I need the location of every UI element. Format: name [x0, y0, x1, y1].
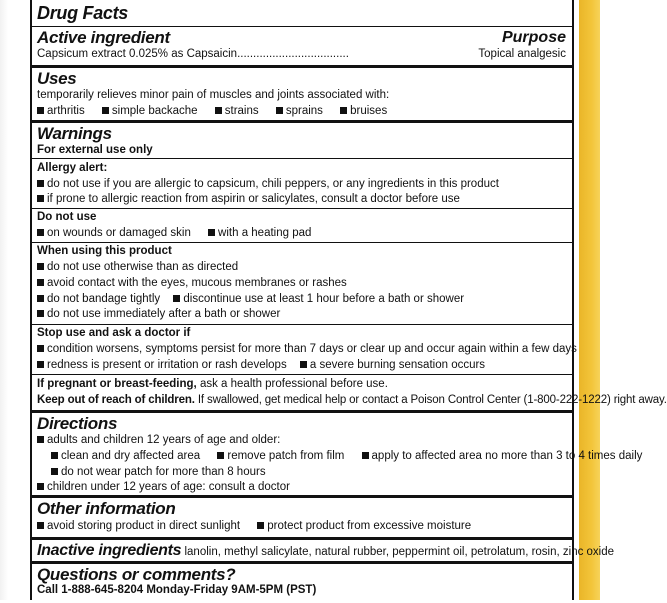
uses-item: arthritis: [47, 105, 85, 117]
questions-header: Questions or comments?: [37, 565, 236, 584]
active-ingredient-name: Capsicum extract 0.025% as Capsaicin: [37, 48, 238, 60]
directions-header: Directions: [37, 414, 118, 433]
bullet: [257, 522, 264, 529]
purpose-header: Purpose: [501, 29, 566, 46]
other-information-section: [32, 495, 572, 540]
uses-section: [32, 65, 572, 123]
keep-out-of-reach: Keep out of reach of children. If swallowed, get medical help or contact a Poison Control Center (1-800-222-1222) right away.: [37, 394, 667, 406]
bullet: [37, 263, 44, 270]
package-yellow-edge: [579, 0, 600, 600]
drug-facts-panel: [30, 0, 667, 600]
active-ingredient-line: [37, 48, 349, 60]
allergy-alert-header: Allergy alert:: [37, 162, 108, 174]
do-not-use-header: Do not use: [37, 211, 97, 223]
allergy-alert-section: [32, 158, 572, 209]
bullet: [37, 310, 44, 317]
questions-contact: Call 1-888-645-8204 Monday-Friday 9AM-5PM (PST): [37, 584, 317, 596]
when-using-item: avoid contact with the eyes, mucous membranes or rashes: [37, 277, 347, 289]
purpose-value: Topical analgesic: [478, 48, 566, 60]
when-using-header: When using this product: [37, 245, 172, 257]
when-using-item: do not use otherwise than as directed: [37, 261, 238, 273]
directions-adults: adults and children 12 years of age and older:: [37, 434, 280, 446]
bullet: [208, 229, 215, 236]
bullet: [51, 468, 58, 475]
bullet: [300, 361, 307, 368]
bullet: [37, 522, 44, 529]
uses-item: strains: [224, 105, 259, 117]
uses-intro: temporarily relieves minor pain of muscles and joints associated with:: [37, 89, 390, 101]
uses-header: Uses: [37, 69, 77, 88]
bullet: [51, 452, 58, 459]
active-ingredient-header: Active ingredient: [37, 28, 170, 47]
when-using-item-row: do not bandage tightly discontinue use at least 1 hour before a bath or shower: [37, 293, 464, 305]
other-information-header: Other information: [37, 499, 176, 518]
directions-section: [32, 410, 643, 498]
do-not-use-items-row: on wounds or damaged skin with a heating pad: [37, 227, 311, 239]
questions-section: [32, 561, 572, 603]
bullet: [37, 180, 44, 187]
bullet: [37, 436, 44, 443]
leader-dots: ...................................: [237, 48, 349, 60]
stop-use-item: condition worsens, symptoms persist for more than 7 days or clear up and occur again within a few days: [37, 343, 577, 355]
bullet: [37, 345, 44, 352]
bullet: [173, 295, 180, 302]
inactive-ingredients-line: [37, 542, 614, 560]
pregnancy-warning: If pregnant or breast-feeding, ask a health professional before use.: [37, 378, 388, 390]
bullet: [217, 452, 224, 459]
active-ingredient-section: [32, 26, 572, 66]
inactive-ingredients-section: [32, 537, 615, 564]
bullet: [37, 195, 44, 202]
bullet: [37, 107, 44, 114]
warnings-header: Warnings: [37, 124, 112, 143]
bullet: [340, 107, 347, 114]
bullet: [37, 361, 44, 368]
bullet: [37, 295, 44, 302]
when-using-section: [32, 242, 572, 325]
inactive-ingredients-header: Inactive ingredients: [37, 542, 182, 559]
inactive-ingredients-text: lanolin, methyl salicylate, natural rubber, peppermint oil, petrolatum, rosin, zinc oxide: [184, 546, 615, 558]
bullet: [362, 452, 369, 459]
directions-step: do not wear patch for more than 8 hours: [51, 466, 266, 478]
bullet: [37, 279, 44, 286]
background-edge: [0, 0, 8, 600]
stop-use-section: [32, 324, 577, 375]
warnings-section: [32, 120, 572, 161]
stop-use-header: Stop use and ask a doctor if: [37, 327, 191, 339]
external-use-only: For external use only: [37, 144, 153, 156]
uses-items-row: [37, 105, 387, 117]
directions-children: children under 12 years of age: consult a doctor: [37, 481, 290, 493]
other-information-items-row: avoid storing product in direct sunlight protect product from excessive moisture: [37, 520, 471, 532]
do-not-use-section: [32, 208, 572, 243]
directions-steps-row: clean and dry affected area remove patch from film apply to affected area no more than 3 to 4 times daily: [51, 450, 642, 462]
allergy-item: if prone to allergic reaction from aspirin or salicylates, consult a doctor before use: [37, 193, 460, 205]
uses-item: simple backache: [111, 105, 198, 117]
bullet: [102, 107, 109, 114]
allergy-item: do not use if you are allergic to capsicum, chili peppers, or any ingredients in this product: [37, 178, 499, 190]
bullet: [276, 107, 283, 114]
drug-facts-title: Drug Facts: [37, 3, 129, 23]
uses-item: sprains: [285, 105, 323, 117]
pregnancy-children-section: [32, 374, 667, 411]
uses-item: bruises: [350, 105, 388, 117]
bullet: [37, 229, 44, 236]
bullet: [215, 107, 222, 114]
when-using-item: do not use immediately after a bath or shower: [37, 308, 280, 320]
stop-use-items-row: redness is present or irritation or rash develops a severe burning sensation occurs: [37, 359, 485, 371]
bullet: [37, 483, 44, 490]
